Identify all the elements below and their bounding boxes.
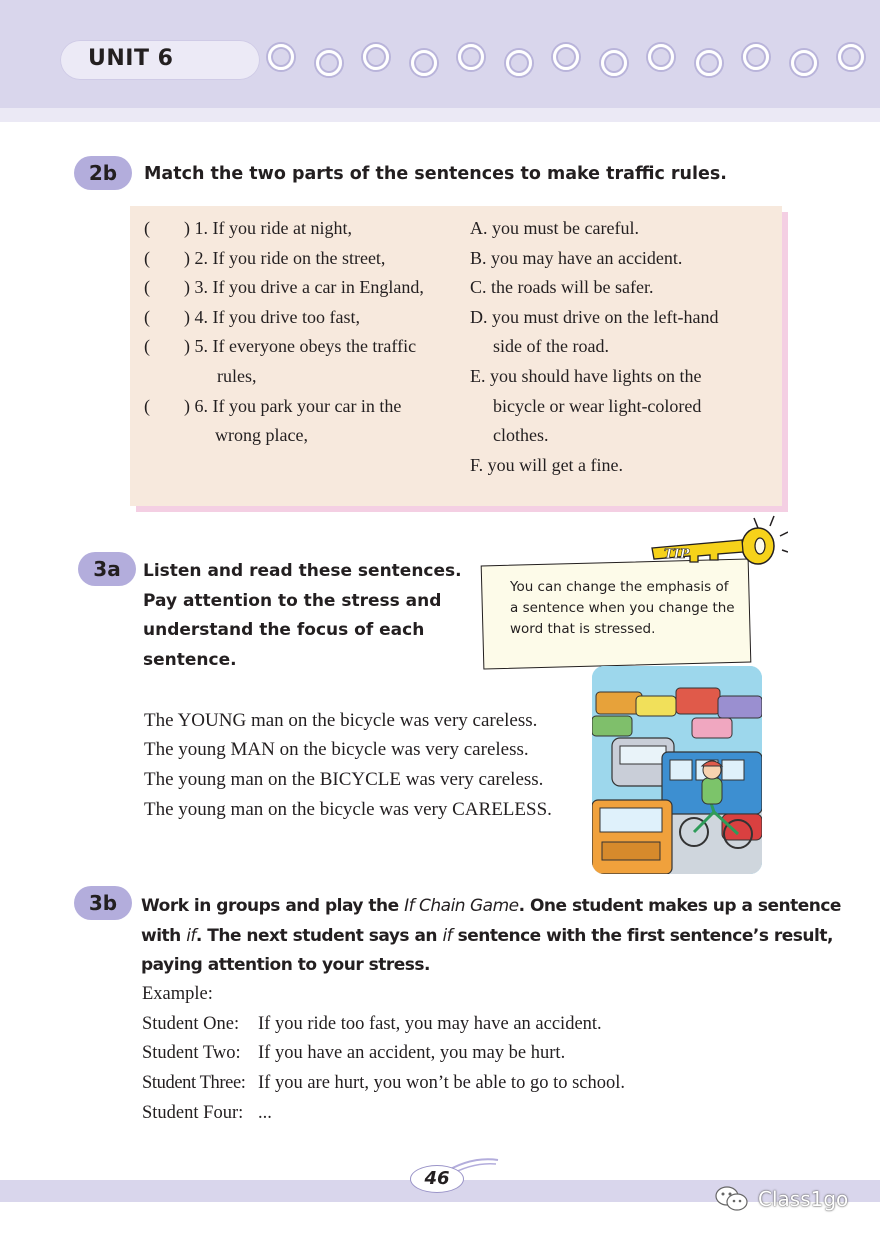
match-right-line: C. the roads will be safer. bbox=[470, 277, 654, 297]
instruction-3a-line: Listen and read these sentences. bbox=[143, 561, 462, 581]
match-right-line: A. you must be careful. bbox=[470, 218, 639, 238]
tip-text: You can change the emphasis of a sentence when you change the word that is stressed. bbox=[510, 579, 735, 637]
match-left-line: ) 1. If you ride at night, bbox=[184, 218, 352, 238]
answer-blank[interactable]: ( bbox=[144, 396, 150, 416]
example-label: Example: bbox=[142, 984, 213, 1004]
answer-blank[interactable]: ( bbox=[144, 336, 150, 356]
stress-sentence: The YOUNG man on the bicycle was very careless. bbox=[144, 710, 538, 731]
match-right-line: clothes. bbox=[493, 425, 549, 445]
ring-decoration bbox=[316, 50, 342, 76]
instruction-2b: Match the two parts of the sentences to make traffic rules. bbox=[144, 164, 727, 184]
ring-decoration bbox=[743, 44, 769, 70]
ring-decoration bbox=[268, 44, 294, 70]
unit-title: UNIT 6 bbox=[88, 46, 174, 71]
answer-blank[interactable]: ( bbox=[144, 218, 150, 238]
section-badge-3a: 3a bbox=[78, 552, 136, 586]
ring-decoration bbox=[458, 44, 484, 70]
stress-sentence: The young man on the BICYCLE was very careless. bbox=[144, 769, 544, 790]
instruction-3b-text: . One student makes up a sentence bbox=[518, 896, 841, 916]
match-right-line: E. you should have lights on the bbox=[470, 366, 702, 386]
instruction-3b-text: paying attention to your stress. bbox=[141, 955, 430, 975]
match-right-line: bicycle or wear light-colored bbox=[493, 396, 702, 416]
answer-blank[interactable]: ( bbox=[144, 277, 150, 297]
instruction-3b-game-name: If Chain Game bbox=[404, 896, 519, 916]
dialog-line: If you have an accident, you may be hurt. bbox=[258, 1043, 566, 1063]
dialog-speaker: Student Two: bbox=[142, 1043, 241, 1063]
instruction-3b-line bbox=[141, 922, 841, 952]
page-number: 46 bbox=[424, 1168, 450, 1189]
ring-decoration bbox=[696, 50, 722, 76]
instruction-3b-if: if bbox=[186, 925, 196, 946]
instruction-3a bbox=[143, 557, 462, 675]
ring-decoration bbox=[601, 50, 627, 76]
section-badge-2b: 2b bbox=[74, 156, 132, 190]
dialog-line: ... bbox=[258, 1103, 272, 1123]
match-left-line: ) 6. If you park your car in the bbox=[184, 396, 402, 416]
instruction-3b-if: if bbox=[442, 925, 453, 946]
instruction-3b bbox=[141, 892, 841, 981]
ring-decoration bbox=[363, 44, 389, 70]
match-left-line: ) 4. If you drive too fast, bbox=[184, 307, 360, 327]
match-right-line: B. you may have an accident. bbox=[470, 248, 683, 268]
instruction-3b-text: . The next student says an bbox=[195, 925, 443, 946]
dialog-speaker: Student Three: bbox=[142, 1073, 246, 1093]
match-left-line: rules, bbox=[217, 366, 257, 386]
instruction-3b-text: sentence with the first sentence’s result, bbox=[452, 925, 833, 946]
match-left-line: ) 5. If everyone obeys the traffic bbox=[184, 336, 417, 356]
chat-bubbles-icon bbox=[714, 1184, 750, 1214]
match-right-line: D. you must drive on the left-hand bbox=[470, 307, 719, 327]
ring-decoration bbox=[506, 50, 532, 76]
header-band-lower bbox=[0, 108, 880, 122]
instruction-3a-line: understand the focus of each bbox=[143, 620, 425, 640]
key-icon bbox=[648, 514, 788, 584]
match-left-line: ) 2. If you ride on the street, bbox=[184, 248, 386, 268]
dialog-speaker: Student Four: bbox=[142, 1103, 244, 1123]
stress-sentence: The young man on the bicycle was very CARELESS. bbox=[144, 799, 552, 820]
watermark-text: Class1go bbox=[758, 1187, 849, 1211]
ring-decoration bbox=[553, 44, 579, 70]
match-right-line: F. you will get a fine. bbox=[470, 455, 624, 475]
instruction-3b-line bbox=[141, 951, 841, 981]
instruction-3b-text: with bbox=[141, 925, 187, 946]
instruction-3a-line: sentence. bbox=[143, 649, 237, 670]
dialog-line: If you are hurt, you won’t be able to go to school. bbox=[258, 1073, 626, 1093]
watermark bbox=[714, 1184, 848, 1214]
match-left-line: wrong place, bbox=[215, 425, 308, 445]
instruction-3b-line bbox=[141, 892, 841, 922]
match-left-line: ) 3. If you drive a car in England, bbox=[184, 277, 424, 297]
traffic-illustration bbox=[592, 666, 762, 874]
section-badge-3b: 3b bbox=[74, 886, 132, 920]
instruction-3a-line: Pay attention to the stress and bbox=[143, 590, 442, 611]
ring-decoration bbox=[838, 44, 864, 70]
match-right-line: side of the road. bbox=[493, 336, 609, 356]
instruction-3b-text: Work in groups and play the bbox=[141, 896, 405, 916]
tip-label: TIP bbox=[664, 547, 690, 562]
answer-blank[interactable]: ( bbox=[144, 248, 150, 268]
ring-decoration bbox=[791, 50, 817, 76]
ring-decoration bbox=[411, 50, 437, 76]
dialog-speaker: Student One: bbox=[142, 1014, 240, 1034]
dialog-line: If you ride too fast, you may have an accident. bbox=[258, 1014, 602, 1034]
ring-decoration bbox=[648, 44, 674, 70]
stress-sentence: The young MAN on the bicycle was very careless. bbox=[144, 739, 529, 760]
answer-blank[interactable]: ( bbox=[144, 307, 150, 327]
decorative-rings bbox=[262, 40, 880, 84]
